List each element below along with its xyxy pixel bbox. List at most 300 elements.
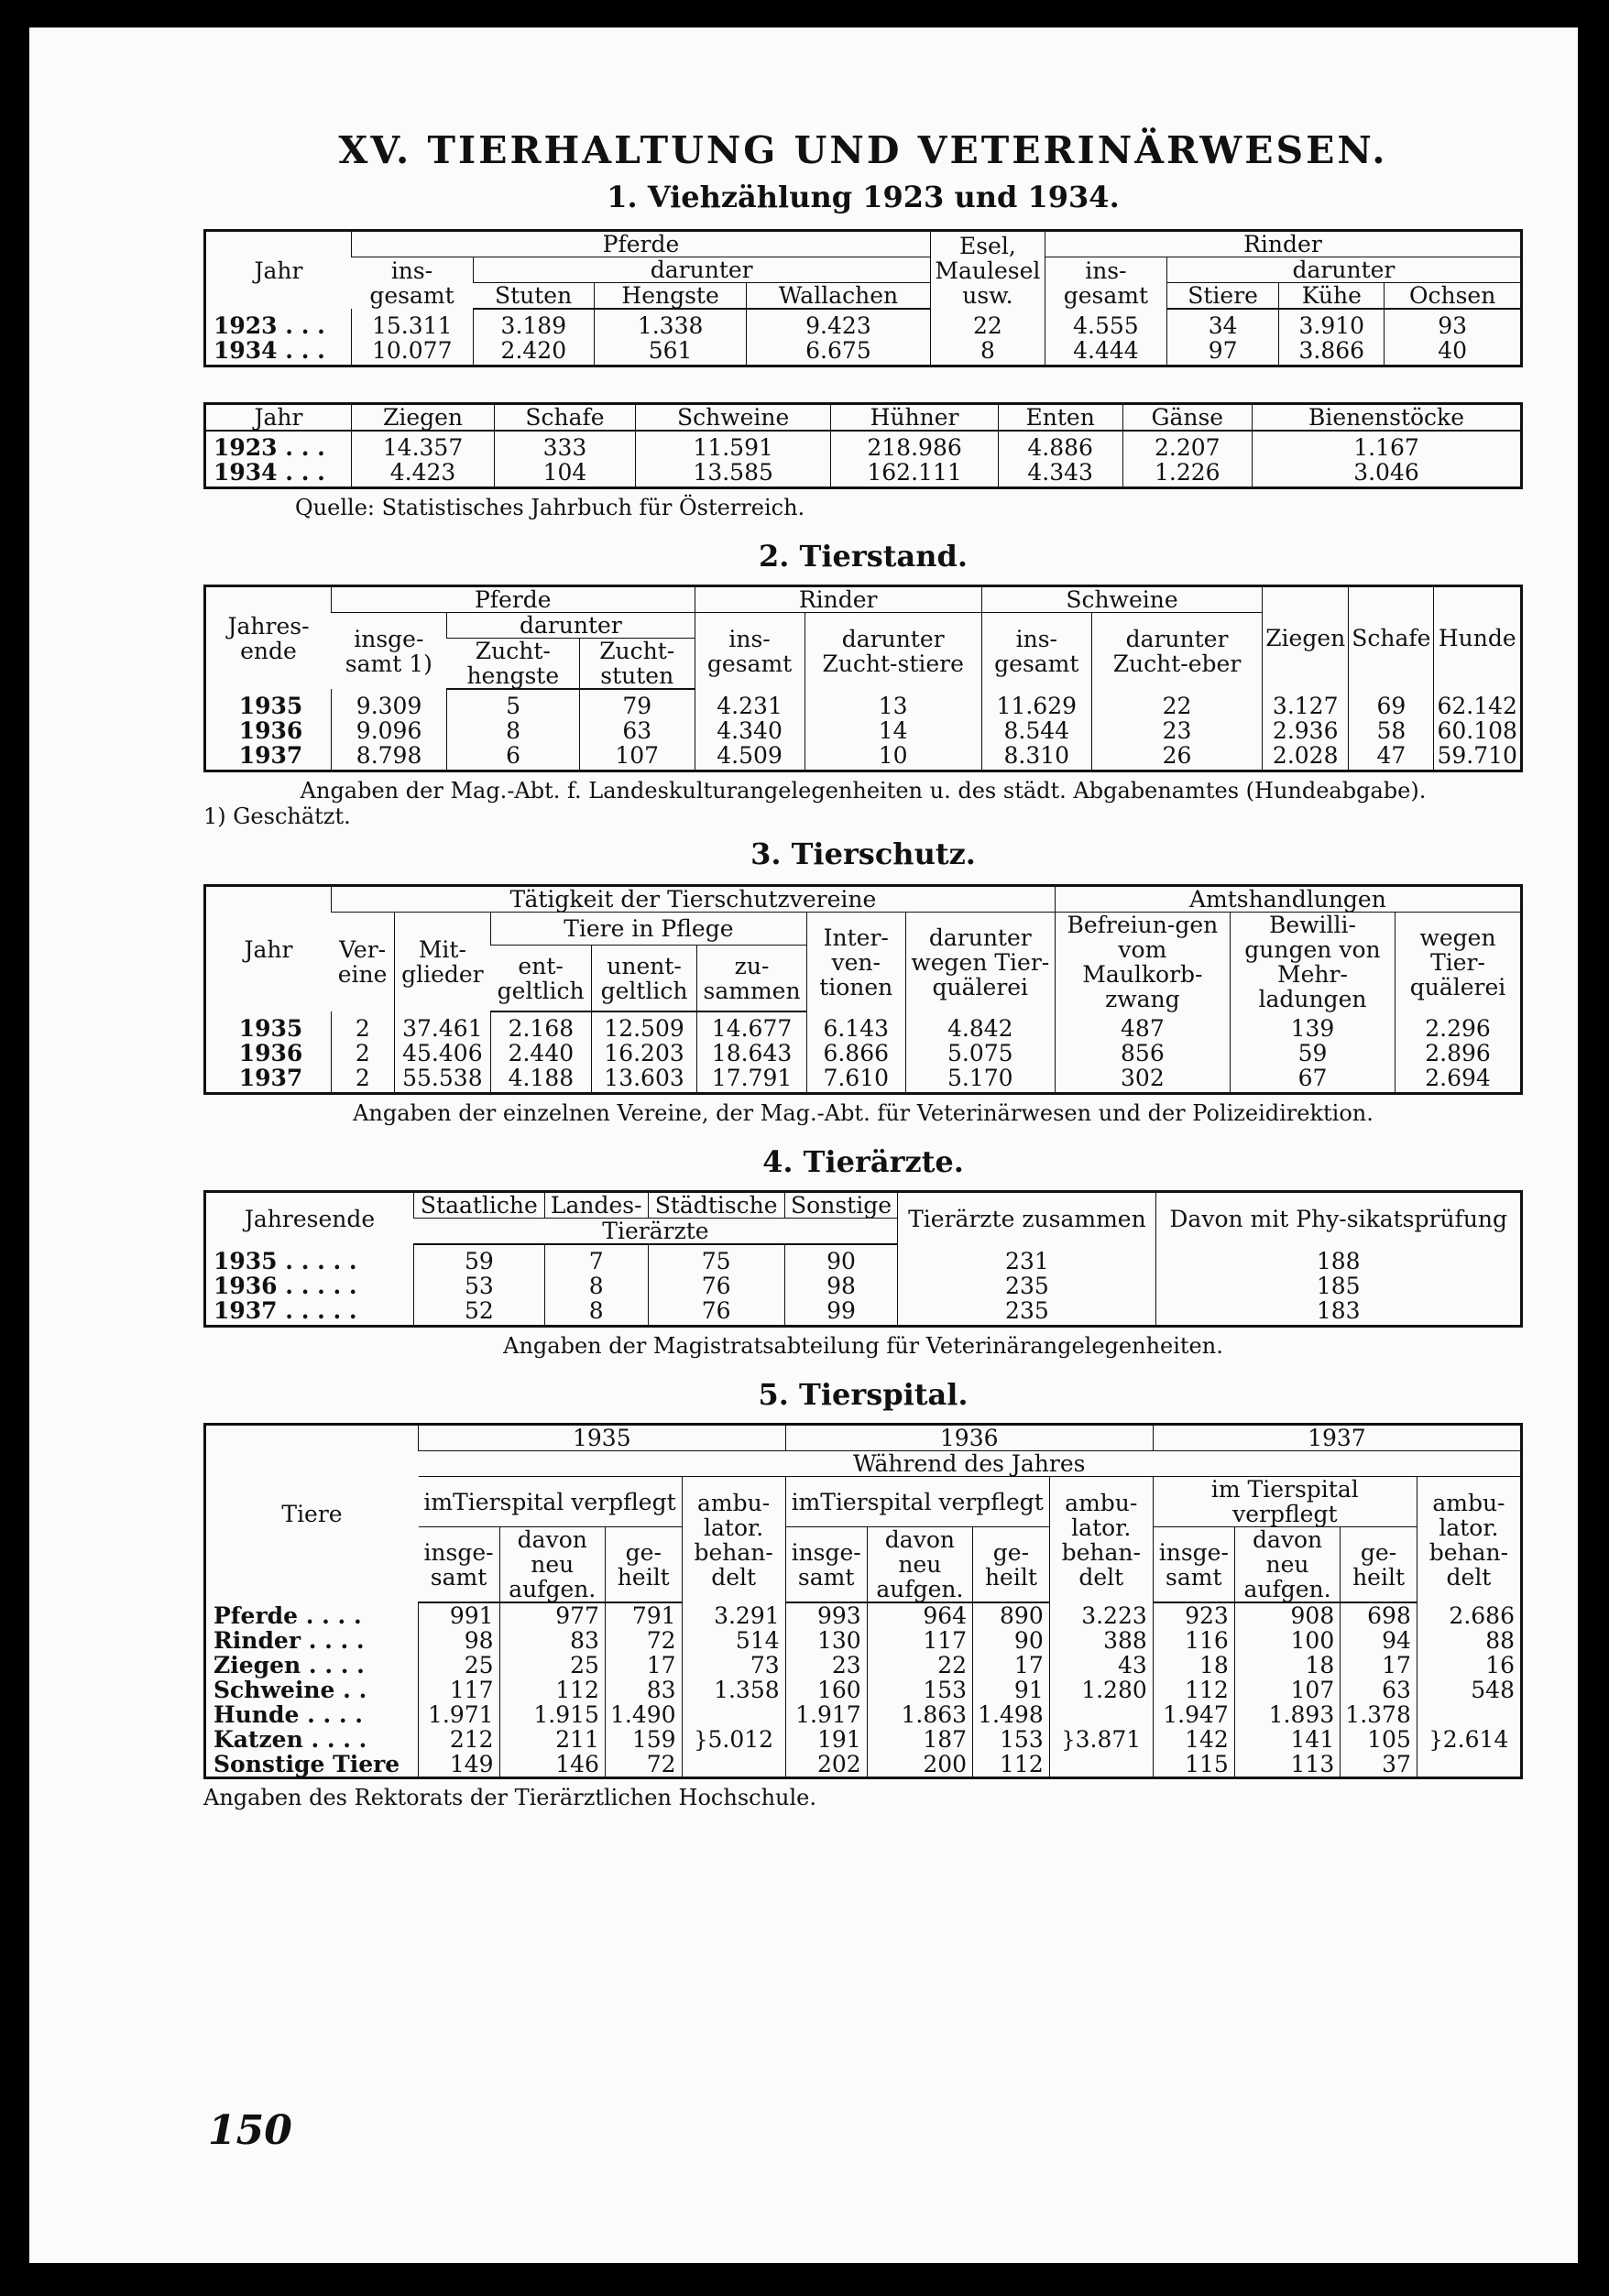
table-cell: 13 [804, 689, 981, 718]
page-number: 150 [208, 2107, 292, 2154]
col-geheilt-1937: ge-heilt [1341, 1527, 1417, 1603]
col-ambulator-1937: ambu-lator. behan-delt [1417, 1477, 1521, 1603]
table-cell: 149 [419, 1752, 500, 1778]
table-cell: 83 [605, 1678, 682, 1702]
merged-ambulator-cell [1417, 1702, 1521, 1778]
table-cell: 1.498 [973, 1702, 1050, 1727]
table-cell: 12.509 [591, 1011, 697, 1041]
table-cell: 105 [1341, 1727, 1417, 1752]
table-cell: 14.677 [697, 1011, 806, 1041]
table-cell: 53 [414, 1274, 545, 1298]
row-label: Pferde . . . . [213, 1602, 362, 1629]
table-cell: 302 [1055, 1066, 1230, 1094]
table-cell: 159 [605, 1727, 682, 1752]
table-cell: 3.910 [1279, 309, 1385, 338]
table-cell: 1.358 [682, 1678, 785, 1702]
table-cell: 97 [1166, 338, 1278, 366]
table-cell: 76 [648, 1274, 784, 1298]
viehzaehlung-table-1 [203, 229, 1523, 367]
table-cell: 94 [1341, 1628, 1417, 1653]
page-content [203, 128, 1523, 1810]
table-cell: 99 [784, 1298, 898, 1327]
table-row [205, 309, 1522, 338]
group-rinder: Rinder [1045, 231, 1521, 257]
table-cell: 235 [898, 1274, 1156, 1298]
table-cell: 4.188 [491, 1066, 592, 1094]
year-1935: 1935 [419, 1425, 786, 1451]
table-cell: 69 [1349, 689, 1434, 718]
page [29, 27, 1578, 2263]
table-cell: 1.917 [785, 1702, 867, 1727]
table-cell: 98 [419, 1628, 500, 1653]
col-zuchtstuten: Zucht-stuten [579, 639, 695, 690]
col-pferde-insgesamt: ins-gesamt [369, 257, 454, 309]
table-cell: 17 [1341, 1653, 1417, 1678]
table-cell: 17.791 [697, 1066, 806, 1094]
table-cell: 333 [495, 431, 636, 460]
table-cell: 23 [1091, 718, 1262, 743]
table-cell: 3.046 [1252, 460, 1521, 488]
table-cell: 188 [1156, 1244, 1522, 1274]
table-cell: 100 [1234, 1628, 1340, 1653]
table-cell: 153 [973, 1727, 1050, 1752]
section-5-source: Angaben des Rektorats der Tierärztlichen Hochschule. [203, 1785, 816, 1810]
table-cell: 7.610 [806, 1066, 905, 1094]
table-cell: 2.207 [1122, 431, 1252, 460]
merged-ambulator-cell [682, 1702, 785, 1778]
table-cell: 2.296 [1396, 1011, 1522, 1041]
col-jahresende: Jahresende [244, 1205, 376, 1232]
table-row [205, 718, 1522, 743]
row-label: 1923 . . . [213, 312, 325, 339]
table-cell: 5.170 [905, 1066, 1055, 1094]
group-verpflegt-1935: imTierspital verpflegt [419, 1477, 683, 1527]
table-cell: 4.555 [1045, 309, 1166, 338]
table-cell: 67 [1230, 1066, 1395, 1094]
row-label: 1937 [238, 1065, 303, 1091]
col-jahr: Jahr [244, 935, 293, 963]
table-cell: 76 [648, 1298, 784, 1327]
col-unentgeltlich: unent-geltlich [591, 946, 697, 1011]
section-2-source: Angaben der Mag.-Abt. f. Landeskulturangelegenheiten u. des städt. Abgabenamtes (Hundeabgabe). [300, 778, 1427, 804]
table-cell: 4.509 [695, 743, 804, 771]
table-cell: 91 [973, 1678, 1050, 1702]
table-cell: 1.167 [1252, 431, 1521, 460]
col-insgesamt-1935: insge-samt [419, 1527, 500, 1603]
group-tieraerzte: Tierärzte [414, 1219, 898, 1245]
merged-value: 5.012 [707, 1725, 774, 1753]
table-cell: 22 [867, 1653, 972, 1678]
col-ochsen: Ochsen [1385, 283, 1522, 310]
table-cell: 112 [499, 1678, 605, 1702]
table-row [205, 338, 1522, 366]
table-cell: 45.406 [394, 1041, 490, 1066]
table-cell: 25 [499, 1653, 605, 1678]
table-row [205, 431, 1522, 460]
table-cell: 4.842 [905, 1011, 1055, 1041]
table-cell: 388 [1049, 1628, 1153, 1653]
table-cell: 18 [1234, 1653, 1340, 1678]
table-cell: 40 [1385, 338, 1522, 366]
header-cell: Gänse [1122, 404, 1252, 432]
table-cell: 1.915 [499, 1702, 605, 1727]
group-rinder: Rinder [695, 586, 981, 613]
table-cell: 62.142 [1434, 689, 1522, 718]
table-row [205, 1011, 1522, 1041]
table-row [205, 1727, 1522, 1752]
table-cell: 3.866 [1279, 338, 1385, 366]
col-zuchteber: darunter Zucht-eber [1091, 613, 1262, 690]
row-label: Sonstige Tiere [213, 1751, 400, 1777]
table-cell: 8.544 [981, 718, 1091, 743]
col-sonstige: Sonstige [784, 1192, 898, 1219]
table-cell: 212 [419, 1727, 500, 1752]
table-cell: 8.310 [981, 743, 1091, 771]
group-amtshandlungen: Amtshandlungen [1055, 886, 1521, 913]
table-cell: 153 [867, 1678, 972, 1702]
tieraerzte-table [203, 1190, 1523, 1328]
table-cell: 130 [785, 1628, 867, 1653]
table-cell: 200 [867, 1752, 972, 1778]
table-cell: 55.538 [394, 1066, 490, 1094]
table-cell: 107 [1234, 1678, 1340, 1702]
table-cell: 37.461 [394, 1011, 490, 1041]
table-cell: 4.343 [998, 460, 1122, 488]
year-1937: 1937 [1153, 1425, 1521, 1451]
table-cell: 60.108 [1434, 718, 1522, 743]
header-cell: Ziegen [352, 404, 495, 432]
table-cell: 112 [973, 1752, 1050, 1778]
col-jahresende: Jahres-ende [227, 612, 310, 664]
table-cell: 73 [682, 1653, 785, 1678]
col-bewilligungen: Bewilli-gungen von Mehr-ladungen [1230, 913, 1395, 1012]
table-row [205, 1752, 1522, 1778]
table-cell: 47 [1349, 743, 1434, 771]
row-label: Hunde . . . . [213, 1701, 363, 1728]
table-row [205, 1628, 1522, 1653]
col-wegen-tierquaelerei: wegen Tier-quälerei [1396, 913, 1522, 1012]
table-cell: 13.585 [635, 460, 831, 488]
col-schafe: Schafe [1349, 586, 1434, 690]
table-row [205, 1653, 1522, 1678]
col-davonneu-1937: davon neu aufgen. [1234, 1527, 1340, 1603]
table-cell: 160 [785, 1678, 867, 1702]
col-rinder-insgesamt: ins-gesamt [1045, 257, 1166, 310]
table-cell: 162.111 [831, 460, 998, 488]
group-schweine: Schweine [981, 586, 1262, 613]
table-cell: 59 [414, 1244, 545, 1274]
col-mitglieder: Mit-glieder [394, 913, 490, 1012]
table-cell: 13.603 [591, 1066, 697, 1094]
table-cell: 112 [1153, 1678, 1234, 1702]
table-cell: 142 [1153, 1727, 1234, 1752]
table-cell: 1.378 [1341, 1702, 1417, 1727]
section-4-heading: 4. Tierärzte. [762, 1144, 964, 1179]
section-3-source: Angaben der einzelnen Vereine, der Mag.-Abt. für Veterinärwesen und der Polizeidirektion. [353, 1100, 1374, 1126]
row-label: Ziegen . . . . [213, 1652, 365, 1678]
col-schweine-insgesamt: ins-gesamt [981, 613, 1091, 690]
table-cell: 1.971 [419, 1702, 500, 1727]
row-label: 1935 [238, 692, 303, 719]
table-cell: 63 [579, 718, 695, 743]
row-label: 1936 . . . . . [213, 1273, 357, 1299]
table-row [205, 1244, 1522, 1274]
table-cell: 117 [867, 1628, 972, 1653]
table-cell: 75 [648, 1244, 784, 1274]
col-davonneu-1935: davon neu aufgen. [499, 1527, 605, 1603]
col-ambulator-1936: ambu-lator. behan-delt [1049, 1477, 1153, 1603]
merged-ambulator-cell [1049, 1702, 1153, 1778]
table-cell: 991 [419, 1602, 500, 1628]
table-cell: 923 [1153, 1602, 1234, 1628]
col-tiere: Tiere [281, 1501, 343, 1527]
chapter-title: XV. TIERHALTUNG UND VETERINÄRWESEN. [338, 128, 1388, 172]
group-verpflegt-1937: im Tierspital verpflegt [1153, 1477, 1417, 1527]
table-cell: 231 [898, 1244, 1156, 1274]
table-cell: 9.096 [332, 718, 447, 743]
table-cell: 90 [784, 1244, 898, 1274]
section-1-source: Quelle: Statistisches Jahrbuch für Österreich. [295, 495, 805, 520]
table-cell: 3.189 [473, 309, 595, 338]
table-cell: 58 [1349, 718, 1434, 743]
col-hengste: Hengste [595, 283, 747, 310]
col-ziegen: Ziegen [1263, 586, 1349, 690]
col-stuten: Stuten [473, 283, 595, 310]
table-cell: 14 [804, 718, 981, 743]
table-cell: 26 [1091, 743, 1262, 771]
group-tiere-in-pflege: Tiere in Pflege [491, 913, 807, 946]
table-cell: 43 [1049, 1653, 1153, 1678]
table-cell: 3.223 [1049, 1602, 1153, 1628]
table-cell: 548 [1417, 1678, 1521, 1702]
row-label: 1936 [238, 1040, 303, 1066]
section-3-heading: 3. Tierschutz. [750, 836, 976, 871]
table-cell: 7 [544, 1244, 648, 1274]
table-cell: 191 [785, 1727, 867, 1752]
table-cell: 16.203 [591, 1041, 697, 1066]
table-cell: 59 [1230, 1041, 1395, 1066]
table-row [205, 743, 1522, 771]
group-verpflegt-1936: imTierspital verpflegt [785, 1477, 1049, 1527]
table-cell: 6.143 [806, 1011, 905, 1041]
table-cell: 10 [804, 743, 981, 771]
table-cell: 59.710 [1434, 743, 1522, 771]
table-cell: 218.986 [831, 431, 998, 460]
table-cell: 72 [605, 1752, 682, 1778]
table-cell: 88 [1417, 1628, 1521, 1653]
table-cell: 487 [1055, 1011, 1230, 1041]
table-cell: 2.168 [491, 1011, 592, 1041]
row-label: 1923 . . . [213, 434, 325, 461]
col-stiere: Stiere [1166, 283, 1278, 310]
table-cell: 6.675 [747, 338, 931, 366]
table-row [205, 689, 1522, 718]
row-label: 1934 . . . [213, 337, 325, 364]
table-cell: 1.947 [1153, 1702, 1234, 1727]
table-cell: 52 [414, 1298, 545, 1327]
table-row [205, 1602, 1522, 1628]
group-pferde-darunter: darunter [447, 613, 695, 639]
table-cell: 8 [447, 718, 580, 743]
merged-value: 3.871 [1075, 1725, 1142, 1753]
col-ambulator-1935: ambu-lator. behan-delt [682, 1477, 785, 1603]
table-cell: 9.309 [332, 689, 447, 718]
table-cell: 2.686 [1417, 1602, 1521, 1628]
col-tieraerzte-zusammen: Tierärzte zusammen [898, 1192, 1156, 1245]
row-label: 1934 . . . [213, 459, 325, 486]
col-jahr: Jahr [254, 257, 303, 284]
table-cell: 93 [1385, 309, 1522, 338]
table-cell: 117 [419, 1678, 500, 1702]
section-1-heading: 1. Viehzählung 1923 und 1934. [607, 180, 1120, 214]
col-hunde: Hunde [1434, 586, 1522, 690]
brace-icon: } [1428, 1726, 1443, 1753]
table-cell: 2.440 [491, 1041, 592, 1066]
row-label: Katzen . . . . [213, 1726, 367, 1753]
table-cell: 8.798 [332, 743, 447, 771]
section-5-heading: 5. Tierspital. [758, 1377, 969, 1412]
col-geheilt-1936: ge-heilt [973, 1527, 1050, 1603]
table-cell: 3.291 [682, 1602, 785, 1628]
table-cell: 235 [898, 1298, 1156, 1327]
table-cell: 4.444 [1045, 338, 1166, 366]
viehzaehlung-table-2 [203, 402, 1523, 489]
col-rinder-insgesamt: ins-gesamt [695, 613, 804, 690]
table-cell: 15.311 [352, 309, 474, 338]
table-cell: 10.077 [352, 338, 474, 366]
table-cell: 22 [1091, 689, 1262, 718]
group-waehrend-des-jahres: Während des Jahres [419, 1451, 1522, 1477]
col-vereine: Ver-eine [337, 936, 388, 988]
table-cell: 79 [579, 689, 695, 718]
table-cell: 1.490 [605, 1702, 682, 1727]
table-cell: 3.127 [1263, 689, 1349, 718]
section-2-heading: 2. Tierstand. [758, 539, 969, 574]
table-cell: 17 [605, 1653, 682, 1678]
table-cell: 2.936 [1263, 718, 1349, 743]
table-row [205, 1274, 1522, 1298]
table-row [205, 1066, 1522, 1094]
brace-icon: } [694, 1726, 708, 1753]
col-esel: Esel, Maulesel usw. [930, 231, 1045, 310]
table-row [205, 1041, 1522, 1066]
table-cell: 6 [447, 743, 580, 771]
col-darunter-tierquaelerei: darunter wegen Tier-quälerei [905, 913, 1055, 1012]
col-insgesamt-1936: insge-samt [785, 1527, 867, 1603]
table-cell: 8 [544, 1274, 648, 1298]
group-pferde: Pferde [332, 586, 695, 613]
tierspital-table [203, 1423, 1523, 1779]
table-cell: 2 [332, 1011, 395, 1041]
table-cell: 98 [784, 1274, 898, 1298]
group-rinder-darunter: darunter [1166, 257, 1521, 283]
table-cell: 2.420 [473, 338, 595, 366]
table-cell: 561 [595, 338, 747, 366]
col-interventionen: Inter-ven-tionen [806, 913, 905, 1012]
table-row [205, 1298, 1522, 1327]
row-label: 1937 [238, 742, 303, 769]
table-cell: 34 [1166, 309, 1278, 338]
merged-value: 2.614 [1442, 1725, 1509, 1753]
table-cell: 72 [605, 1628, 682, 1653]
col-pferde-insgesamt: insge-samt 1) [345, 625, 432, 677]
table-cell: 1.226 [1122, 460, 1252, 488]
table-cell: 698 [1341, 1602, 1417, 1628]
table-cell: 141 [1234, 1727, 1340, 1752]
col-staatliche: Staatliche [414, 1192, 545, 1219]
tierstand-table [203, 585, 1523, 772]
table-cell: 202 [785, 1752, 867, 1778]
section-2-footnote: 1) Geschätzt. [203, 804, 351, 829]
header-cell: Hühner [831, 404, 998, 432]
header-cell: Jahr [205, 404, 352, 432]
table-row [205, 460, 1522, 488]
table-cell: 23 [785, 1653, 867, 1678]
table-cell: 2 [332, 1041, 395, 1066]
brace-icon: } [1061, 1726, 1076, 1753]
table-cell: 1.863 [867, 1702, 972, 1727]
table-cell: 183 [1156, 1298, 1522, 1327]
group-taetigkeit: Tätigkeit der Tierschutzvereine [332, 886, 1056, 913]
table-cell: 14.357 [352, 431, 495, 460]
table-cell: 4.886 [998, 431, 1122, 460]
row-label: Schweine . . [213, 1677, 367, 1703]
table-cell: 890 [973, 1602, 1050, 1628]
table-cell: 113 [1234, 1752, 1340, 1778]
table-cell: 514 [682, 1628, 785, 1653]
table-cell: 791 [605, 1602, 682, 1628]
table-cell: 104 [495, 460, 636, 488]
table-cell: 5.075 [905, 1041, 1055, 1066]
table-cell: 856 [1055, 1041, 1230, 1066]
table-cell: 5 [447, 689, 580, 718]
table-cell: 4.231 [695, 689, 804, 718]
col-wallachen: Wallachen [747, 283, 931, 310]
col-zusammen: zu-sammen [697, 946, 806, 1011]
table-cell: 977 [499, 1602, 605, 1628]
table-cell: 2.028 [1263, 743, 1349, 771]
table-cell: 139 [1230, 1011, 1395, 1041]
header-cell: Schafe [495, 404, 636, 432]
table-cell: 107 [579, 743, 695, 771]
table-cell: 2.694 [1396, 1066, 1522, 1094]
table-cell: 2 [332, 1066, 395, 1094]
row-label: 1935 . . . . . [213, 1247, 357, 1274]
section-4-source: Angaben der Magistratsabteilung für Veterinärangelegenheiten. [503, 1333, 1223, 1359]
table-cell: 6.866 [806, 1041, 905, 1066]
table-cell: 211 [499, 1727, 605, 1752]
table-cell: 90 [973, 1628, 1050, 1653]
table-row [205, 1678, 1522, 1702]
table-cell: 993 [785, 1602, 867, 1628]
table-cell: 1.338 [595, 309, 747, 338]
table-cell: 908 [1234, 1602, 1340, 1628]
col-zuchthengste: Zucht-hengste [447, 639, 580, 690]
table-cell: 4.423 [352, 460, 495, 488]
row-label: 1936 [238, 717, 303, 744]
table-cell: 18 [1153, 1653, 1234, 1678]
group-pferde-darunter: darunter [473, 257, 930, 283]
table-cell: 83 [499, 1628, 605, 1653]
col-entgeltlich: ent-geltlich [491, 946, 592, 1011]
col-befreiungen: Befreiun-gen vom Maulkorb-zwang [1055, 913, 1230, 1012]
col-physikatspruefung: Davon mit Phy-sikatsprüfung [1156, 1192, 1522, 1245]
col-landes: Landes- [544, 1192, 648, 1219]
table-cell: 11.591 [635, 431, 831, 460]
row-label: 1935 [238, 1014, 303, 1042]
table-cell: 16 [1417, 1653, 1521, 1678]
table-cell: 25 [419, 1653, 500, 1678]
